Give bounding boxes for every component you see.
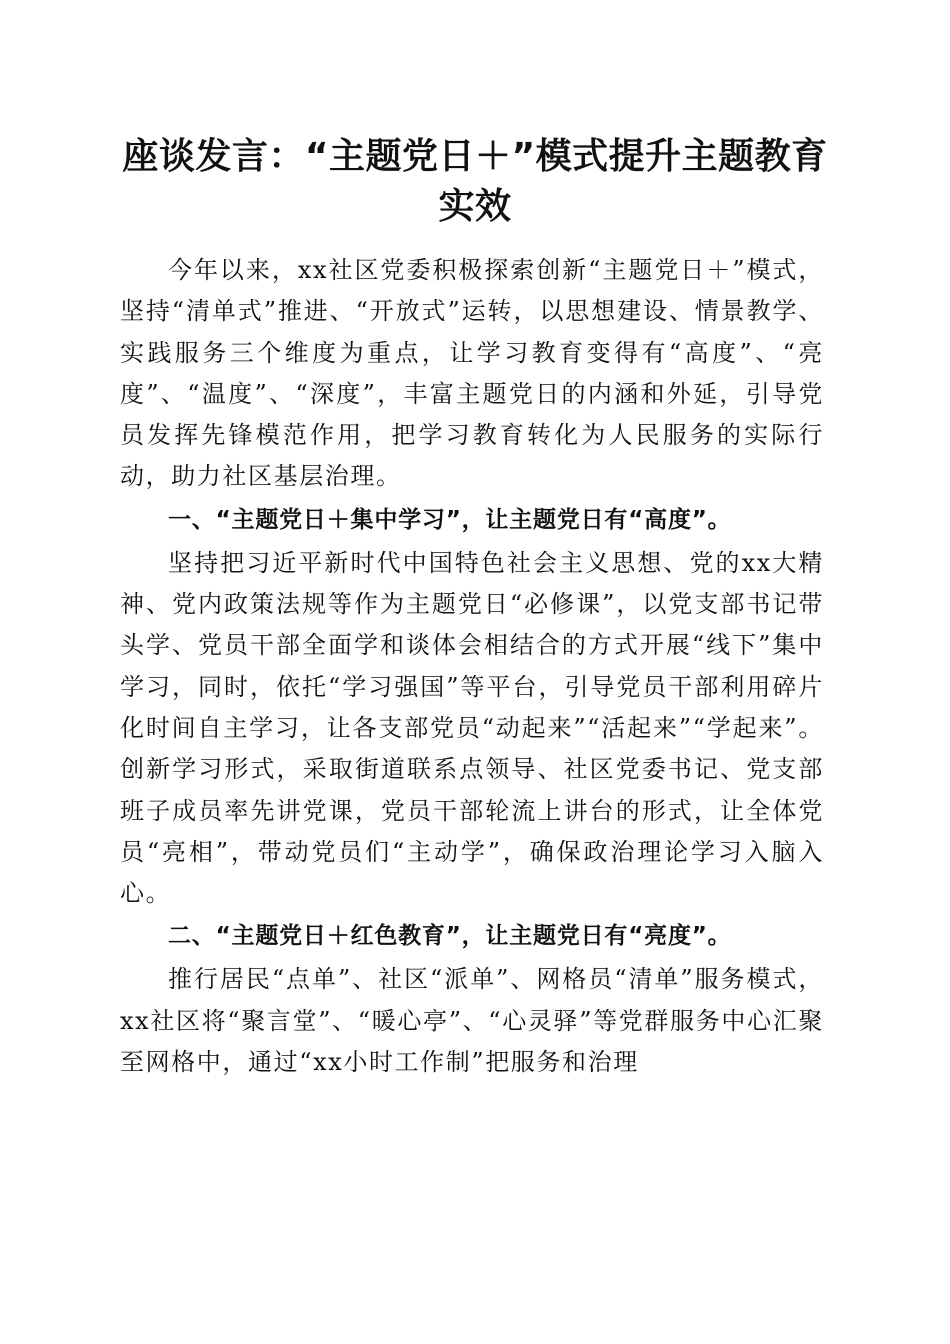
section-heading-1: 一、“主题党日＋集中学习”，让主题党日有“高度”。 — [168, 506, 732, 533]
paragraph-section-2: 推行居民“点单”、社区“派单”、网格员“清单”服务模式，xx社区将“聚言堂”、“暖心亭”、“心灵驿”等党群服务中心汇聚至网格中，通过“xx小时工作制”把服务和治理 — [120, 965, 824, 1077]
document-title: 座谈发言：“主题党日＋”模式提升主题教育实效 — [122, 136, 828, 227]
paragraph-intro: 今年以来，xx社区党委积极探索创新“主题党日＋”模式，坚持“清单式”推进、“开放式”运转，以思想建设、情景教学、实践服务三个维度为重点，让学习教育变得有“高度”、“亮度”、“温度”、“深度”，丰富主题党日的内涵和外延，引导党员发挥先锋模范作用，把学习教育转化为人民服务的实际行动，助力社区基层治理。 — [120, 256, 824, 491]
document-body — [120, 250, 824, 1083]
paragraph-section-1: 坚持把习近平新时代中国特色社会主义思想、党的xx大精神、党内政策法规等作为主题党日“必修课”，以党支部书记带头学、党员干部全面学和谈体会相结合的方式开展“线下”集中学习，同时，依托“学习强国”等平台，引导党员干部利用碎片化时间自主学习，让各支部党员“动起来”“活起来”“学起来”。创新学习形式，采取街道联系点领导、社区党委书记、党支部班子成员率先讲党课，党员干部轮流上讲台的形式，让全体党员“亮相”，带动党员们“主动学”，确保政治理论学习入脑入心。 — [120, 548, 824, 908]
section-heading-2: 二、“主题党日＋红色教育”，让主题党日有“亮度”。 — [168, 923, 732, 950]
